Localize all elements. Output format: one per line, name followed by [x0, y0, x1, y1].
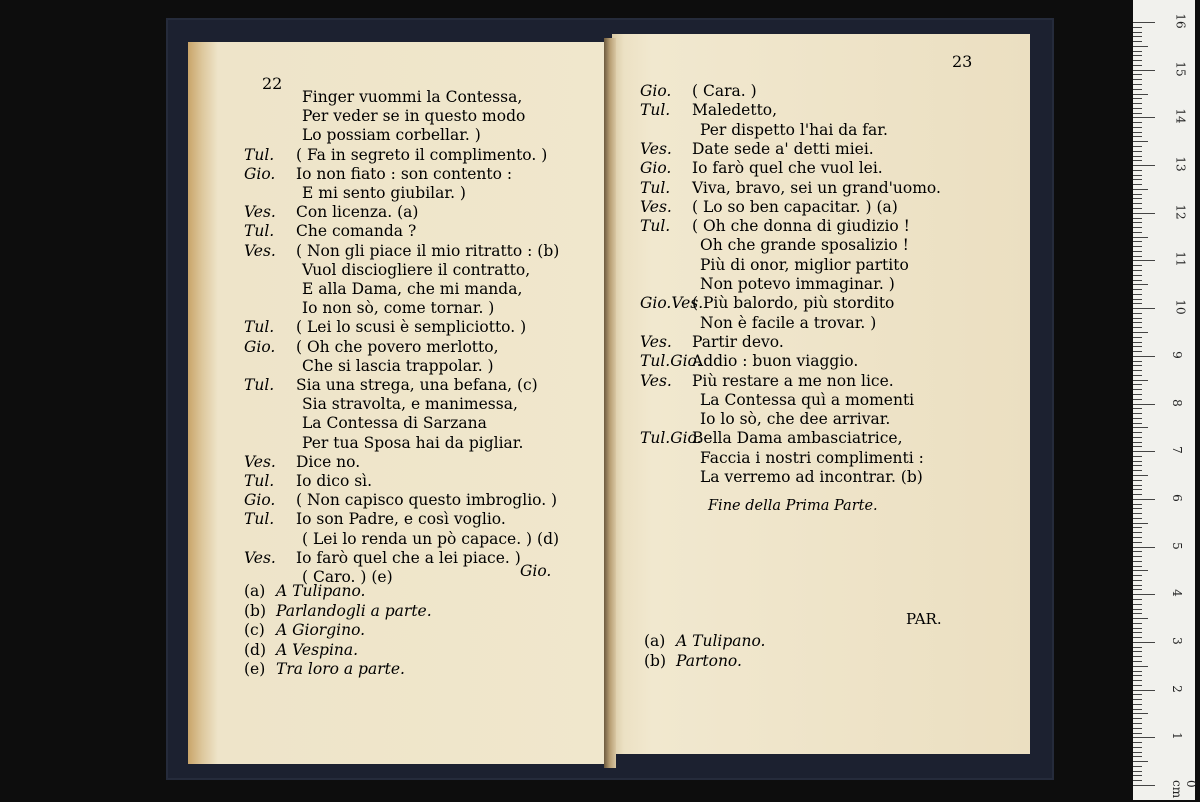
ruler-tick — [1133, 384, 1142, 385]
speaker-label: Tul. — [244, 222, 275, 241]
speaker-label: Tul. — [244, 145, 275, 164]
ruler-tick — [1133, 728, 1142, 729]
verse-line: La Contessa di Sarzana — [302, 414, 487, 433]
ruler-tick — [1133, 489, 1142, 490]
verse-line: Io son Padre, e così voglio. — [296, 510, 506, 529]
speaker-label: Ves. — [244, 241, 276, 260]
ruler-tick — [1133, 132, 1142, 133]
left-page-number: 22 — [262, 74, 283, 93]
verse-line: Io lo sò, che dee arrivar. — [700, 410, 891, 429]
ruler-tick — [1133, 423, 1142, 424]
ruler-label: 9 — [1169, 350, 1184, 359]
ruler-tick — [1133, 446, 1142, 447]
ruler-tick — [1133, 427, 1148, 428]
verse-line: ( Cara. ) — [692, 82, 757, 100]
ruler-tick — [1133, 170, 1142, 171]
ruler-tick — [1133, 184, 1142, 185]
verse-line: Date sede a' detti miei. — [692, 139, 874, 158]
verse-line: Partir devo. — [692, 332, 784, 351]
ruler-tick — [1133, 375, 1142, 376]
ruler-tick — [1133, 699, 1142, 700]
speaker-label: Ves. — [244, 203, 276, 222]
ruler-tick — [1133, 451, 1155, 452]
ruler-tick — [1133, 465, 1142, 466]
speaker-label: Ves. — [244, 452, 276, 471]
verse-line: Sia una strega, una befana, (c) — [296, 376, 538, 394]
ruler-label: 8 — [1169, 398, 1184, 407]
verse-line: La Contessa quì a momenti — [700, 390, 915, 409]
ruler-tick — [1133, 461, 1142, 462]
ruler-tick — [1133, 175, 1142, 176]
ruler-tick — [1133, 513, 1142, 514]
ruler-tick — [1133, 413, 1142, 414]
ruler-tick — [1133, 504, 1142, 505]
ruler-tick — [1133, 551, 1142, 552]
ruler-tick — [1133, 160, 1142, 161]
footnote-text: A Tulipano. — [676, 632, 766, 650]
footnote-mark: (e) — [244, 660, 266, 678]
ruler-tick — [1133, 775, 1142, 776]
verse-line: Più restare a me non lice. — [692, 371, 894, 390]
speaker-label: Gio. — [244, 337, 276, 356]
ruler-label: 10 — [1173, 299, 1188, 315]
ruler-tick — [1133, 313, 1142, 314]
ruler-tick — [1133, 470, 1142, 471]
ruler-tick — [1133, 570, 1148, 571]
ruler-tick — [1133, 98, 1142, 99]
speaker-label: Tul. — [244, 472, 275, 490]
ruler-tick — [1133, 589, 1142, 590]
ruler-tick — [1133, 733, 1142, 734]
speaker-label: Gio. — [244, 164, 276, 183]
verse-line: Dice no. — [296, 452, 361, 471]
ruler-tick — [1133, 432, 1142, 433]
ruler-tick — [1133, 685, 1142, 686]
ruler-tick — [1133, 456, 1142, 457]
verse-line: Che si lascia trappolar. ) — [302, 356, 494, 375]
ruler-tick — [1133, 22, 1155, 23]
verse-line: ( Oh che donna di giudizio ! — [692, 217, 910, 236]
ruler-tick — [1133, 537, 1142, 538]
verse-line: Per tua Sposa hai da pigliar. — [302, 433, 524, 452]
ruler-tick — [1133, 318, 1142, 319]
ruler-tick — [1133, 51, 1142, 52]
speaker-label: Gio.Ves. — [640, 294, 704, 313]
verse-line: La verremo ad incontrar. (b) — [700, 468, 923, 486]
speaker-label: Tul. — [640, 178, 671, 197]
verse-line: Sia stravolta, e manimessa, — [302, 395, 518, 414]
ruler-tick — [1133, 265, 1142, 266]
speaker-label: Tul.Gio. — [640, 352, 702, 371]
verse-line: ( Lei lo scusi è sempliciotto. ) — [296, 318, 527, 337]
ruler-label: 15 — [1173, 61, 1188, 77]
ruler-tick — [1133, 361, 1142, 362]
speaker-label: Ves. — [640, 332, 672, 351]
ruler-tick — [1133, 346, 1142, 347]
ruler-tick — [1133, 756, 1142, 757]
ruler-tick — [1133, 294, 1142, 295]
verse-line: Io farò quel che a lei piace. ) — [296, 548, 521, 567]
ruler-tick — [1133, 232, 1142, 233]
ruler-tick — [1133, 246, 1142, 247]
ruler-tick — [1133, 237, 1148, 238]
ruler-tick — [1133, 337, 1142, 338]
speaker-label: Tul. — [244, 376, 275, 394]
ruler-tick — [1133, 198, 1142, 199]
ruler-label: 6 — [1169, 494, 1184, 502]
ruler-label: 5 — [1169, 541, 1184, 550]
footnote-mark: (b) — [244, 601, 267, 620]
verse-line: Io non fiato : son contento : — [296, 164, 513, 183]
ruler-tick — [1133, 694, 1142, 695]
ruler-tick — [1133, 704, 1142, 705]
measuring-ruler — [1133, 0, 1198, 800]
verse-line: Non è facile a trovar. ) — [700, 313, 877, 332]
ruler-tick — [1133, 389, 1142, 390]
verse-line: Più di onor, miglior partito — [700, 255, 909, 274]
ruler-tick — [1133, 671, 1142, 672]
ruler-tick — [1133, 547, 1155, 548]
ruler-tick — [1133, 222, 1142, 223]
ruler-tick — [1133, 585, 1142, 586]
ruler-tick — [1133, 113, 1142, 114]
ruler-tick — [1133, 394, 1142, 395]
ruler-tick — [1133, 356, 1155, 357]
verse-line: Addio : buon viaggio. — [692, 352, 859, 371]
ruler-tick — [1133, 275, 1142, 276]
ruler-tick — [1133, 280, 1142, 281]
verse-line: Maledetto, — [692, 101, 778, 120]
ruler-tick — [1133, 108, 1142, 109]
verse-line: ( Oh che povero merlotto, — [296, 337, 499, 356]
verse-line: Che comanda ? — [296, 222, 417, 241]
footnote-mark: (a) — [644, 632, 666, 650]
book-gutter — [604, 38, 616, 768]
footnote-text: Tra loro a parte. — [276, 660, 405, 678]
ruler-tick — [1133, 84, 1142, 85]
ruler-tick — [1133, 189, 1148, 190]
ruler-tick — [1133, 46, 1148, 47]
ruler-tick — [1133, 747, 1142, 748]
ruler-tick — [1133, 103, 1142, 104]
ruler-tick — [1133, 141, 1148, 142]
speaker-label: Tul. — [244, 510, 275, 529]
ruler-tick — [1133, 661, 1142, 662]
ruler-tick — [1133, 485, 1142, 486]
right-page-number: 23 — [952, 52, 973, 71]
ruler-tick — [1133, 408, 1142, 409]
ruler-tick — [1133, 480, 1142, 481]
ruler-tick — [1133, 156, 1142, 157]
speaker-label: Tul. — [640, 217, 671, 236]
verse-line: Per dispetto l'hai da far. — [700, 120, 888, 139]
footnote-mark: (a) — [244, 582, 266, 600]
ruler-tick — [1133, 566, 1142, 567]
verse-line: Io non sò, come tornar. ) — [302, 299, 495, 318]
ruler-tick — [1133, 74, 1142, 75]
ruler-tick — [1133, 604, 1142, 605]
ruler-tick — [1133, 299, 1142, 300]
ruler-tick — [1133, 117, 1155, 118]
ruler-tick — [1133, 370, 1142, 371]
ruler-tick — [1133, 284, 1148, 285]
speaker-label: Gio. — [244, 491, 276, 510]
ruler-tick — [1133, 342, 1142, 343]
verse-line: Non potevo immaginar. ) — [700, 275, 895, 293]
ruler-tick — [1133, 308, 1155, 309]
ruler-tick — [1133, 418, 1142, 419]
ruler-tick — [1133, 718, 1142, 719]
verse-line: Viva, bravo, sei un grand'uomo. — [692, 178, 941, 197]
verse-line: Io dico sì. — [296, 472, 373, 490]
ruler-tick — [1133, 208, 1142, 209]
verse-line: E alla Dama, che mi manda, — [302, 280, 523, 298]
ruler-tick — [1133, 523, 1148, 524]
ruler-tick — [1133, 647, 1142, 648]
speaker-label: Gio. — [640, 82, 672, 100]
ruler-tick — [1133, 203, 1142, 204]
ruler-tick — [1133, 218, 1142, 219]
ruler-tick — [1133, 637, 1142, 638]
verse-line: Per veder se in questo modo — [302, 107, 526, 126]
ruler-label: 11 — [1173, 251, 1188, 268]
verse-line: Io farò quel che vuol lei. — [692, 159, 883, 178]
ruler-tick — [1133, 494, 1142, 495]
speaker-label: Ves. — [640, 197, 672, 216]
ruler-tick — [1133, 122, 1142, 123]
footnote-mark: (b) — [644, 651, 667, 670]
ruler-tick — [1133, 742, 1142, 743]
speaker-label: Gio. — [640, 159, 672, 178]
ruler-tick — [1133, 623, 1142, 624]
ruler-tick — [1133, 55, 1142, 56]
ruler-tick — [1133, 499, 1155, 500]
ruler-tick — [1133, 256, 1142, 257]
footnote-text: Parlandogli a parte. — [276, 601, 432, 620]
ruler-tick — [1133, 94, 1148, 95]
ruler-tick — [1133, 642, 1155, 643]
footnote-mark: (d) — [244, 640, 267, 659]
speaker-label: Ves. — [640, 139, 672, 158]
verse-line: E mi sento giubilar. ) — [302, 184, 466, 202]
ruler-tick — [1133, 518, 1142, 519]
ruler-label: 2 — [1169, 684, 1184, 693]
ruler-tick — [1133, 766, 1142, 767]
ruler-tick — [1133, 303, 1142, 304]
ruler-tick — [1133, 165, 1155, 166]
ruler-tick — [1133, 127, 1142, 128]
ruler-tick — [1133, 65, 1142, 66]
ruler-tick — [1133, 556, 1142, 557]
left-right-speaker: Gio. — [520, 562, 552, 580]
verse-line: ( Non gli piace il mio ritratto : (b) — [296, 241, 560, 260]
speaker-label: Tul. — [244, 318, 275, 337]
ruler-tick — [1133, 475, 1148, 476]
ruler-tick — [1133, 680, 1142, 681]
ruler-tick — [1133, 594, 1155, 595]
verse-line: Con licenza. (a) — [296, 203, 419, 222]
ruler-tick — [1133, 723, 1142, 724]
ruler-tick — [1133, 437, 1142, 438]
ruler-tick — [1133, 651, 1142, 652]
ruler-tick — [1133, 179, 1142, 180]
ruler-tick — [1133, 618, 1148, 619]
ruler-tick — [1133, 136, 1142, 137]
verse-line: Faccia i nostri complimenti : — [700, 448, 924, 467]
ruler-tick — [1133, 599, 1142, 600]
footnote-text: Partono. — [676, 651, 742, 670]
speaker-label: Tul.Gio. — [640, 429, 702, 448]
ruler-label: 14 — [1173, 108, 1188, 125]
ruler-tick — [1133, 41, 1142, 42]
ruler-tick — [1133, 89, 1142, 90]
ruler-tick — [1133, 442, 1142, 443]
ruler-tick — [1133, 289, 1142, 290]
ruler-tick — [1133, 365, 1142, 366]
ruler-tick — [1133, 785, 1155, 786]
ruler-tick — [1133, 70, 1155, 71]
verse-line: Bella Dama ambasciatrice, — [692, 429, 903, 448]
verse-line: ( Più balordo, più stordito — [692, 294, 895, 313]
ruler-tick — [1133, 575, 1142, 576]
ruler-tick — [1133, 656, 1142, 657]
ruler-tick — [1133, 60, 1142, 61]
ruler-tick — [1133, 32, 1142, 33]
ruler-tick — [1133, 36, 1142, 37]
ruler-tick — [1133, 752, 1142, 753]
ruler-tick — [1133, 609, 1142, 610]
ruler-tick — [1133, 737, 1155, 738]
footnote-text: A Vespina. — [276, 640, 359, 659]
ruler-tick — [1133, 508, 1142, 509]
footnote-text: A Giorgino. — [276, 621, 366, 639]
ruler-tick — [1133, 332, 1148, 333]
verse-line: ( Fa in segreto il complimento. ) — [296, 145, 548, 164]
ruler-tick — [1133, 322, 1142, 323]
ruler-label: 4 — [1169, 589, 1184, 598]
ruler-label: 12 — [1173, 204, 1188, 220]
ruler-tick — [1133, 527, 1142, 528]
ruler-tick — [1133, 404, 1155, 405]
verse-line: ( Lo so ben capacitar. ) (a) — [692, 197, 898, 216]
verse-line: Lo possiam corbellar. ) — [302, 126, 481, 145]
ruler-tick — [1133, 709, 1142, 710]
ruler-tick — [1133, 194, 1142, 195]
ruler-tick — [1133, 151, 1142, 152]
ruler-tick — [1133, 380, 1148, 381]
ruler-tick — [1133, 351, 1142, 352]
speaker-label: Ves. — [640, 371, 672, 390]
ruler-tick — [1133, 213, 1155, 214]
ruler-tick — [1133, 675, 1142, 676]
ruler-tick — [1133, 761, 1148, 762]
speaker-label: Ves. — [244, 548, 276, 567]
ruler-tick — [1133, 690, 1155, 691]
end-of-part-text: Fine della Prima Parte. — [708, 498, 878, 514]
ruler-tick — [1133, 628, 1142, 629]
ruler-tick — [1133, 613, 1142, 614]
ruler-label: 0 cm — [1170, 780, 1198, 799]
footnote-text: A Tulipano. — [276, 582, 366, 600]
ruler-tick — [1133, 532, 1142, 533]
ruler-label: 13 — [1173, 156, 1188, 172]
ruler-tick — [1133, 542, 1142, 543]
ruler-tick — [1133, 227, 1142, 228]
ruler-tick — [1133, 713, 1148, 714]
ruler-label: 1 — [1169, 732, 1184, 741]
speaker-label: Tul. — [640, 101, 671, 120]
footnote-mark: (c) — [244, 621, 265, 639]
ruler-tick — [1133, 27, 1142, 28]
ruler-tick — [1133, 241, 1142, 242]
verse-line: Oh che grande sposalizio ! — [700, 236, 909, 255]
verse-line: Vuol disciogliere il contratto, — [302, 260, 531, 279]
ruler-tick — [1133, 399, 1142, 400]
verse-line: ( Caro. ) (e) — [302, 568, 393, 586]
ruler-tick — [1133, 260, 1155, 261]
verse-line: Finger vuommi la Contessa, — [302, 88, 523, 106]
ruler-label: 3 — [1169, 637, 1184, 645]
ruler-tick — [1133, 270, 1142, 271]
verse-line: ( Lei lo renda un pò capace. ) (d) — [302, 529, 560, 548]
ruler-tick — [1133, 580, 1142, 581]
ruler-label: 16 — [1173, 13, 1188, 29]
ruler-tick — [1133, 146, 1142, 147]
ruler-tick — [1133, 79, 1142, 80]
ruler-tick — [1133, 251, 1142, 252]
ruler-tick — [1133, 561, 1142, 562]
ruler-tick — [1133, 666, 1148, 667]
catchword: PAR. — [906, 610, 942, 628]
verse-line: ( Non capisco questo imbroglio. ) — [296, 491, 558, 510]
ruler-tick — [1133, 780, 1142, 781]
ruler-tick — [1133, 327, 1142, 328]
ruler-label: 7 — [1169, 446, 1184, 455]
ruler-tick — [1133, 771, 1142, 772]
ruler-tick — [1133, 632, 1142, 633]
